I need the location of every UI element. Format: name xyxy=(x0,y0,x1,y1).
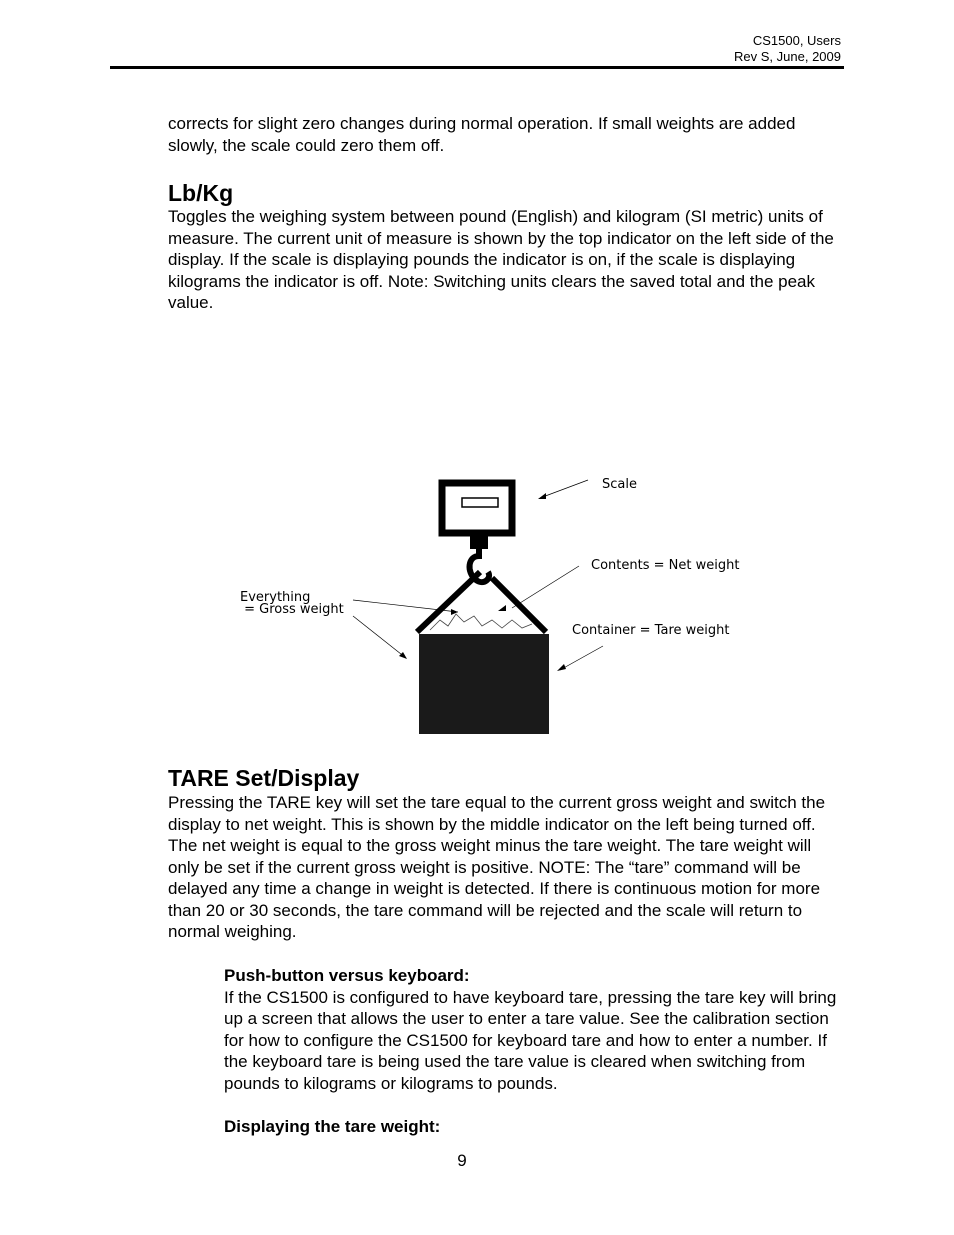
display-tare-section xyxy=(224,1116,844,1138)
header-revision: Rev S, June, 2009 xyxy=(734,49,841,64)
label-gross: = Gross weight xyxy=(240,602,344,617)
pushbutton-body: If the CS1500 is configured to have keyboard tare, pressing the tare key will bring up a screen that allows the user to enter a tare value. See the calibration section for how to configure the CS1500 for keyboard tare and how to enter a number. If the keyboard tare is being used the tare value is cleared when switching from pounds to kilograms or kilograms to pounds. xyxy=(224,987,837,1093)
label-scale: Scale xyxy=(602,477,637,492)
lbkg-heading: Lb/Kg xyxy=(168,180,234,206)
page-number: 9 xyxy=(457,1151,467,1170)
tare-diagram xyxy=(230,470,750,740)
pushbutton-section xyxy=(224,965,844,1094)
scale-stem xyxy=(470,533,488,549)
container-box xyxy=(419,634,549,734)
header-rule xyxy=(110,66,844,69)
label-everything: Everything xyxy=(240,590,311,605)
pushbutton-heading: Push-button versus keyboard: xyxy=(224,966,470,985)
intro-paragraph: corrects for slight zero changes during normal operation. If small weights are added slowly, the scale could zero them off. xyxy=(168,114,796,155)
scale-body xyxy=(442,483,512,533)
label-contents: Contents = Net weight xyxy=(591,558,740,573)
header-title: CS1500, Users xyxy=(752,33,841,48)
left-strap xyxy=(417,572,480,632)
scale-display xyxy=(462,498,498,507)
label-container: Container = Tare weight xyxy=(572,623,730,638)
display-tare-heading: Displaying the tare weight: xyxy=(224,1117,441,1136)
page-header xyxy=(734,33,841,65)
tare-heading: TARE Set/Display xyxy=(168,765,360,791)
contents xyxy=(430,614,532,630)
lbkg-body: Toggles the weighing system between pound (English) and kilogram (SI metric) units of measure. The current unit of measure is shown by the top indicator on the left side of the display. If the scale is displaying pounds the indicator is on, if the scale is displaying kilograms the indicator is off. Note: Switching units clears the saved total and the peak value. xyxy=(168,207,834,312)
tare-body: Pressing the TARE key will set the tare equal to the current gross weight and switch the display to net weight. This is shown by the middle indicator on the left being turned off. The net weight is equal to the gross weight minus the tare weight. The tare weight will only be set if the current gross weight is positive. NOTE: The “tare” command will be delayed any time a change in weight is detected. If there is continuous motion for more than 20 or 30 seconds, the tare command will be rejected and the scale will return to normal weighing. xyxy=(168,793,826,941)
right-strap xyxy=(492,578,546,632)
